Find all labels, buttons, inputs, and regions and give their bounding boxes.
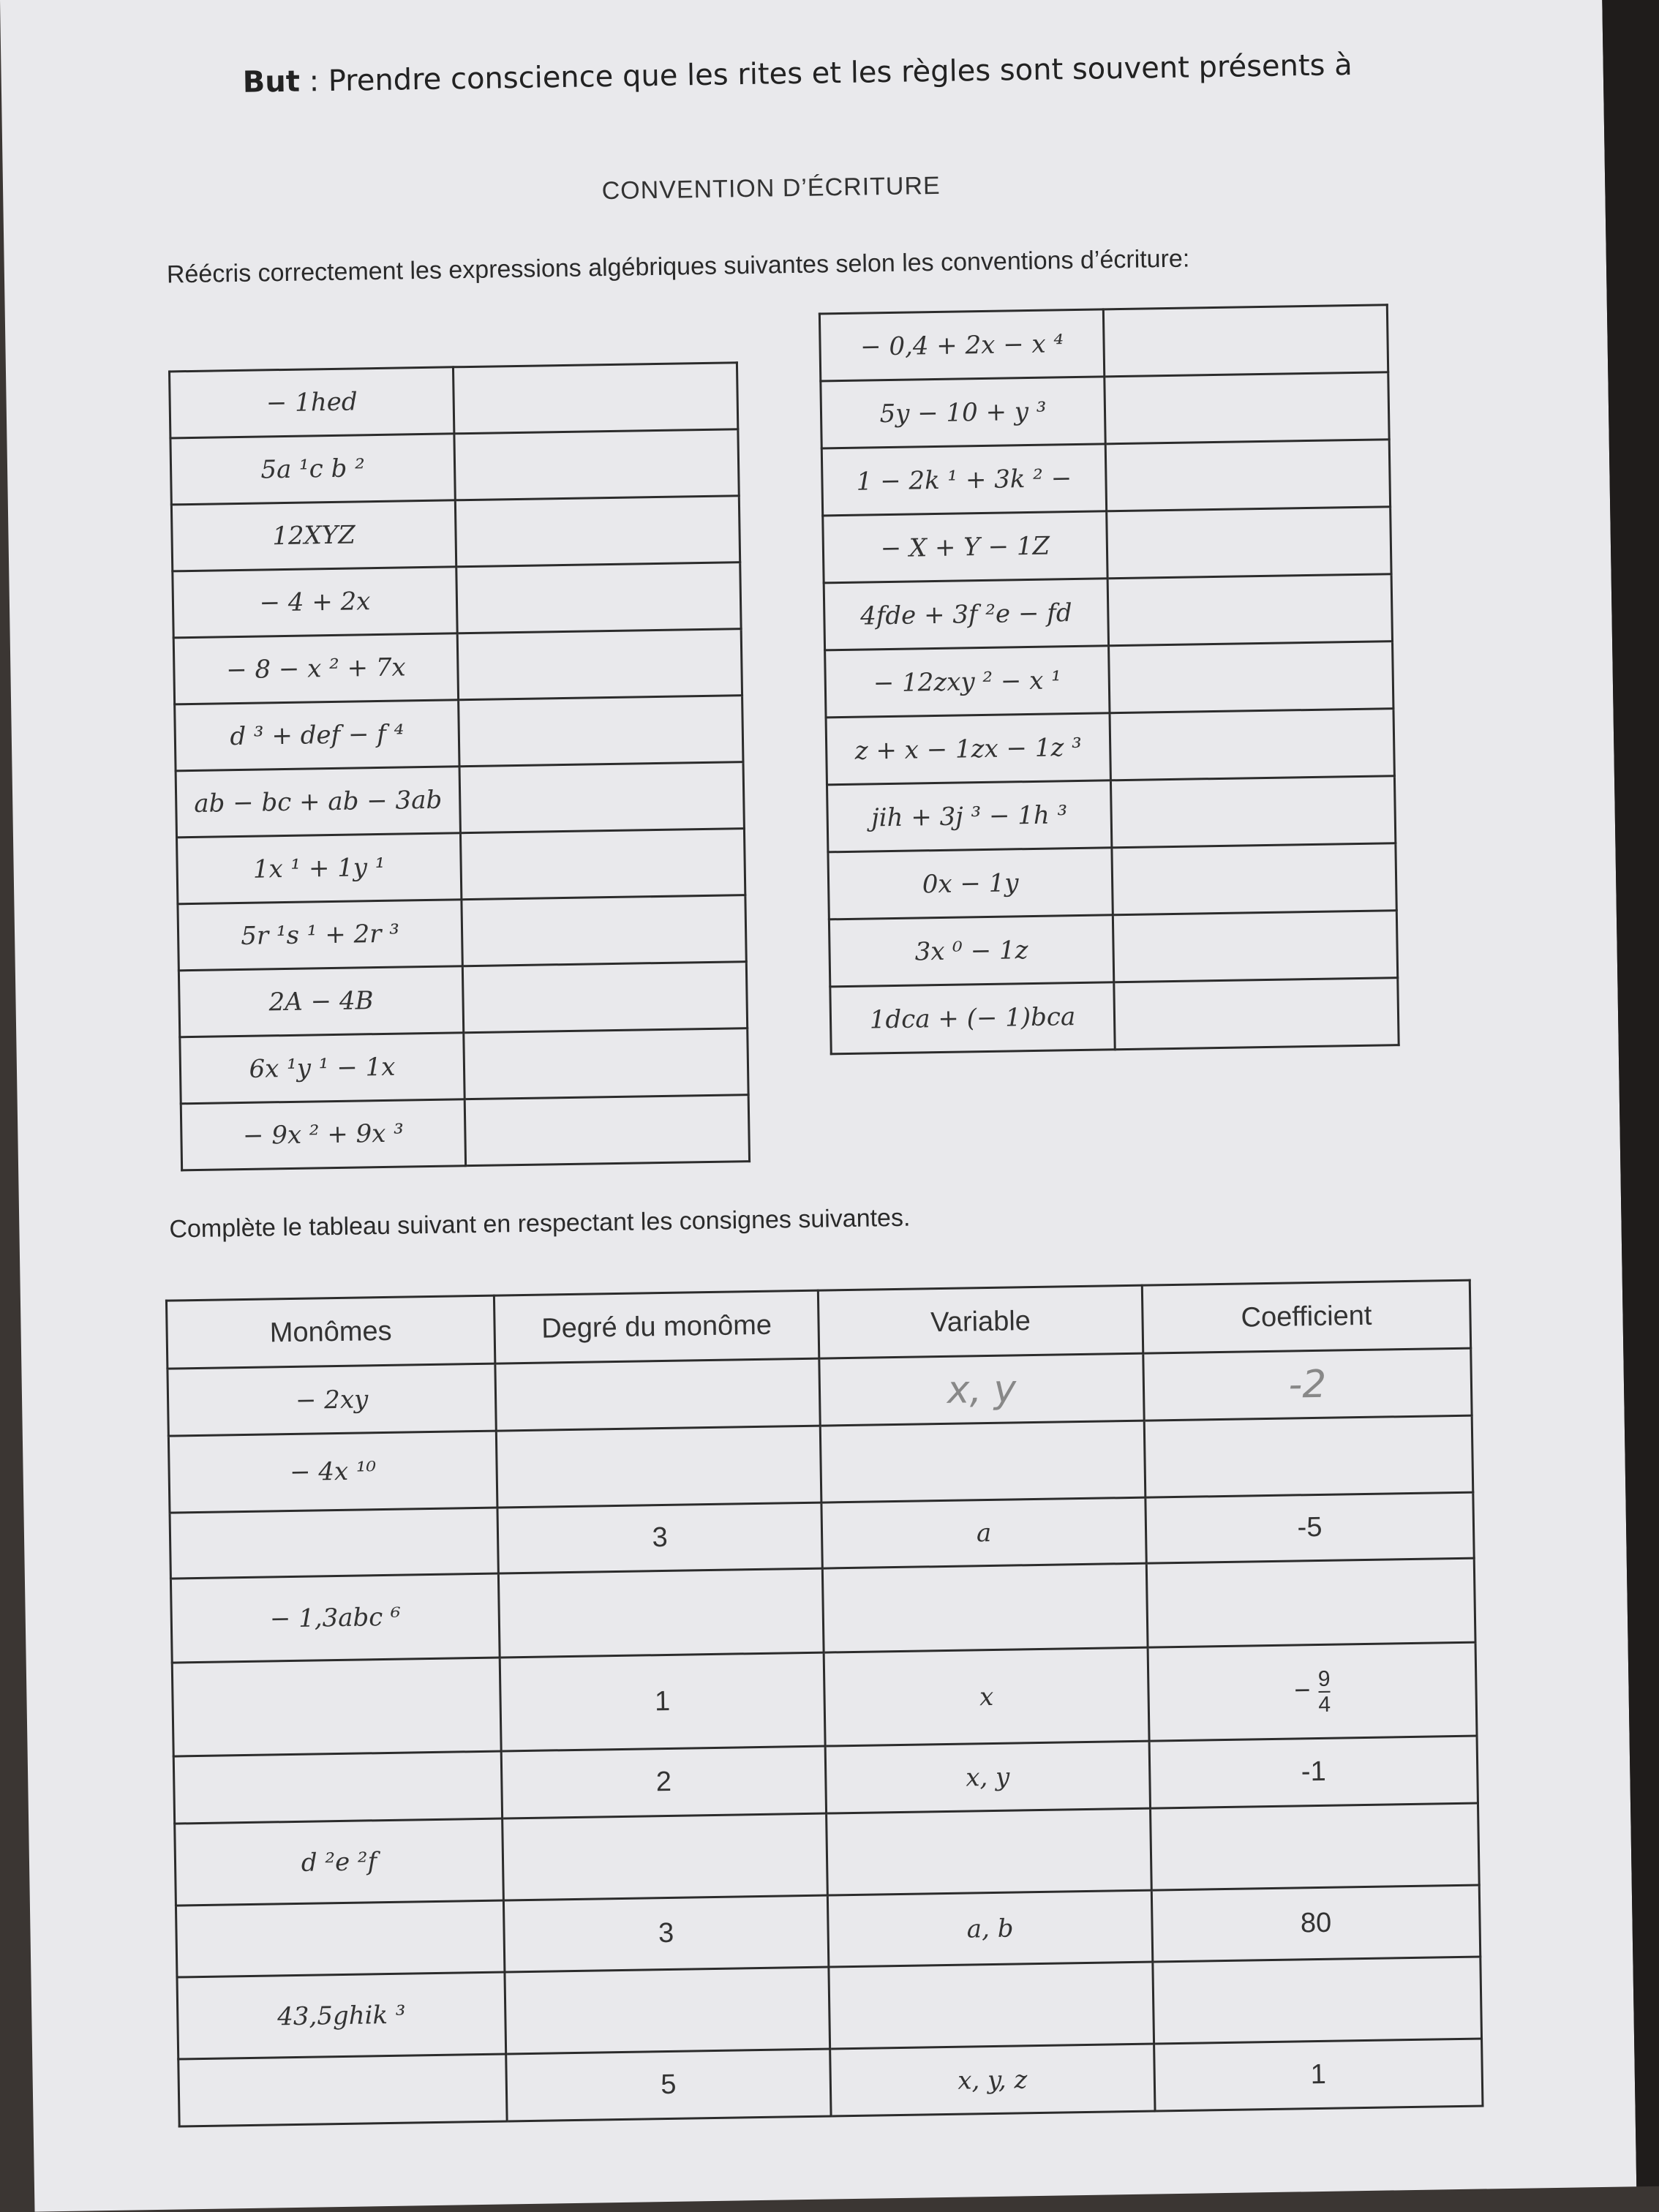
- expression-row: [821, 440, 1390, 516]
- monomial-table: [165, 1279, 1484, 2128]
- expression-cell: − X + Y − 1Z: [823, 511, 1107, 583]
- degree-cell[interactable]: [503, 1813, 828, 1900]
- instruction-rewrite: Réécris correctement les expressions algébriques suivantes selon les conventions d’écriture:: [166, 244, 1190, 289]
- answer-cell[interactable]: [459, 762, 744, 833]
- expression-cell: 12XYZ: [171, 500, 456, 571]
- expression-cell: − 0,4 + 2x − x ⁴: [819, 309, 1104, 381]
- numerator: 9: [1317, 1666, 1331, 1691]
- expression-row: [173, 629, 742, 704]
- column-header: Degré du monôme: [494, 1290, 819, 1363]
- left-expression-table: [168, 361, 750, 1171]
- expression-cell: 5y − 10 + y ³: [821, 377, 1105, 448]
- column-header: Variable: [818, 1285, 1143, 1358]
- variable-cell[interactable]: [827, 1808, 1152, 1895]
- minus-sign: −: [1293, 1674, 1319, 1707]
- goal-text: : Prendre conscience que les rites et les règles sont souvent présents à: [299, 48, 1353, 99]
- expression-cell: − 4 + 2x: [173, 567, 457, 638]
- expression-row: [175, 696, 743, 771]
- expression-row: [827, 776, 1395, 852]
- expression-cell: − 8 − x ² + 7x: [173, 633, 458, 704]
- expression-row: [819, 305, 1388, 381]
- expression-cell: 5r ¹s ¹ + 2r ³: [178, 900, 462, 971]
- coefficient-cell[interactable]: [1151, 1803, 1480, 1890]
- expression-cell: 6x ¹y ¹ − 1x: [180, 1033, 464, 1104]
- answer-cell[interactable]: [1107, 574, 1392, 646]
- expression-row: [170, 363, 738, 438]
- expression-cell: 1x ¹ + 1y ¹: [177, 833, 462, 904]
- variable-cell: x, y: [825, 1741, 1150, 1813]
- degree-cell[interactable]: [498, 1568, 824, 1658]
- answer-cell[interactable]: [456, 563, 741, 633]
- answer-cell[interactable]: [1103, 305, 1388, 377]
- variable-cell[interactable]: [822, 1563, 1148, 1652]
- answer-cell[interactable]: [464, 1028, 748, 1099]
- answer-cell[interactable]: [1105, 372, 1389, 444]
- variable-cell: a, b: [827, 1890, 1152, 1967]
- degree-cell: 2: [501, 1746, 826, 1818]
- page-title: CONVENTION D’ÉCRITURE: [601, 171, 941, 206]
- monomial-cell: − 2xy: [168, 1363, 496, 1436]
- expression-cell: − 9x ² + 9x ³: [181, 1099, 465, 1170]
- expression-row: [173, 563, 741, 638]
- monomial-cell: 43,5ghik ³: [177, 1972, 506, 2059]
- variable-cell[interactable]: [829, 1962, 1154, 2049]
- column-header: Monômes: [166, 1295, 494, 1369]
- expression-row: [830, 978, 1399, 1054]
- expression-cell: 0x − 1y: [828, 848, 1113, 919]
- coefficient-cell[interactable]: [1146, 1558, 1475, 1647]
- expression-cell: − 1hed: [170, 367, 454, 438]
- answer-cell[interactable]: [1113, 911, 1397, 982]
- expression-row: [177, 829, 745, 904]
- answer-cell[interactable]: [460, 829, 745, 900]
- monomial-cell: − 1,3abc ⁶: [170, 1573, 500, 1663]
- monomial-cell[interactable]: [172, 1658, 501, 1756]
- expression-cell: jih + 3j ³ − 1h ³: [827, 780, 1111, 852]
- monomial-cell: − 4x ¹⁰: [168, 1431, 497, 1513]
- answer-cell[interactable]: [457, 629, 742, 700]
- expression-cell: − 12zxy ² − x ¹: [825, 646, 1110, 718]
- monomial-cell[interactable]: [178, 2054, 507, 2126]
- column-header: Coefficient: [1142, 1280, 1470, 1353]
- answer-cell[interactable]: [459, 696, 743, 767]
- degree-cell[interactable]: [505, 1967, 830, 2054]
- degree-cell: 3: [497, 1502, 822, 1573]
- goal-statement: [242, 48, 1413, 99]
- expression-row: [824, 574, 1392, 650]
- goal-label: But: [242, 64, 301, 99]
- monomial-cell: d ²e ²f: [175, 1818, 504, 1906]
- variable-cell: a: [821, 1497, 1146, 1568]
- variable-cell: x, y, z: [830, 2044, 1155, 2116]
- coefficient-cell[interactable]: [1144, 1415, 1473, 1497]
- expression-cell: d ³ + def − f ⁴: [175, 700, 459, 771]
- expression-cell: ab − bc + ab − 3ab: [176, 767, 460, 838]
- expression-row: [829, 911, 1397, 987]
- degree-cell: 3: [503, 1895, 828, 1972]
- expression-row: [825, 642, 1393, 718]
- coefficient-cell: 1: [1154, 2039, 1483, 2111]
- answer-cell[interactable]: [1110, 776, 1395, 848]
- expression-row: [823, 507, 1391, 583]
- coefficient-cell: -5: [1146, 1492, 1474, 1563]
- answer-cell[interactable]: [1110, 709, 1394, 780]
- answer-cell[interactable]: [1112, 843, 1396, 915]
- expression-cell: z + x − 1zx − 1z ³: [826, 713, 1110, 785]
- expression-cell: 5a ¹c b ²: [170, 434, 455, 505]
- expression-cell: 1 − 2k ¹ + 3k ² −: [821, 444, 1106, 516]
- answer-cell[interactable]: [453, 363, 737, 434]
- answer-cell[interactable]: [462, 895, 746, 966]
- expression-row: [176, 762, 744, 838]
- expression-cell: 4fde + 3f ²e − fd: [824, 579, 1108, 650]
- expression-row: [828, 843, 1396, 919]
- coefficient-cell: -2: [1143, 1348, 1472, 1421]
- monomial-cell[interactable]: [173, 1751, 502, 1824]
- expression-row: [826, 709, 1394, 785]
- variable-cell: x: [824, 1647, 1149, 1746]
- answer-cell[interactable]: [454, 429, 739, 500]
- page-edge-shadow: [1602, 0, 1659, 2186]
- answer-cell[interactable]: [1109, 642, 1393, 713]
- expression-cell: 3x ⁰ − 1z: [829, 915, 1113, 987]
- expression-row: [178, 962, 747, 1037]
- degree-cell[interactable]: [496, 1426, 821, 1508]
- variable-cell[interactable]: [820, 1421, 1146, 1502]
- answer-cell[interactable]: [462, 962, 747, 1033]
- right-expression-table: [819, 304, 1400, 1055]
- answer-cell[interactable]: [1105, 440, 1390, 511]
- expression-row: [171, 496, 740, 571]
- expression-row: [178, 895, 746, 971]
- answer-cell[interactable]: [464, 1095, 749, 1166]
- expression-cell: 1dca + (− 1)bca: [830, 982, 1115, 1054]
- answer-cell[interactable]: [455, 496, 740, 567]
- denominator: 4: [1318, 1692, 1331, 1717]
- expression-row: [821, 372, 1389, 448]
- expression-row: [170, 429, 739, 505]
- coefficient-cell: 80: [1151, 1885, 1480, 1962]
- expression-cell: 2A − 4B: [178, 966, 463, 1037]
- degree-cell[interactable]: [495, 1358, 820, 1431]
- coefficient-cell[interactable]: [1153, 1957, 1482, 2044]
- coefficient-cell: -1: [1149, 1736, 1478, 1808]
- answer-cell[interactable]: [1114, 978, 1399, 1050]
- instruction-complete: Complète le tableau suivant en respectant les consignes suivantes.: [169, 1203, 911, 1244]
- variable-cell: x, y: [819, 1353, 1144, 1426]
- expression-row: [180, 1028, 748, 1104]
- coefficient-cell: [1148, 1642, 1477, 1741]
- degree-cell: 1: [500, 1652, 825, 1751]
- answer-cell[interactable]: [1107, 507, 1391, 579]
- monomial-cell[interactable]: [176, 1900, 504, 1977]
- fraction: [1318, 1666, 1331, 1716]
- expression-row: [181, 1095, 749, 1170]
- degree-cell: 5: [506, 2049, 831, 2121]
- monomial-cell[interactable]: [170, 1508, 498, 1579]
